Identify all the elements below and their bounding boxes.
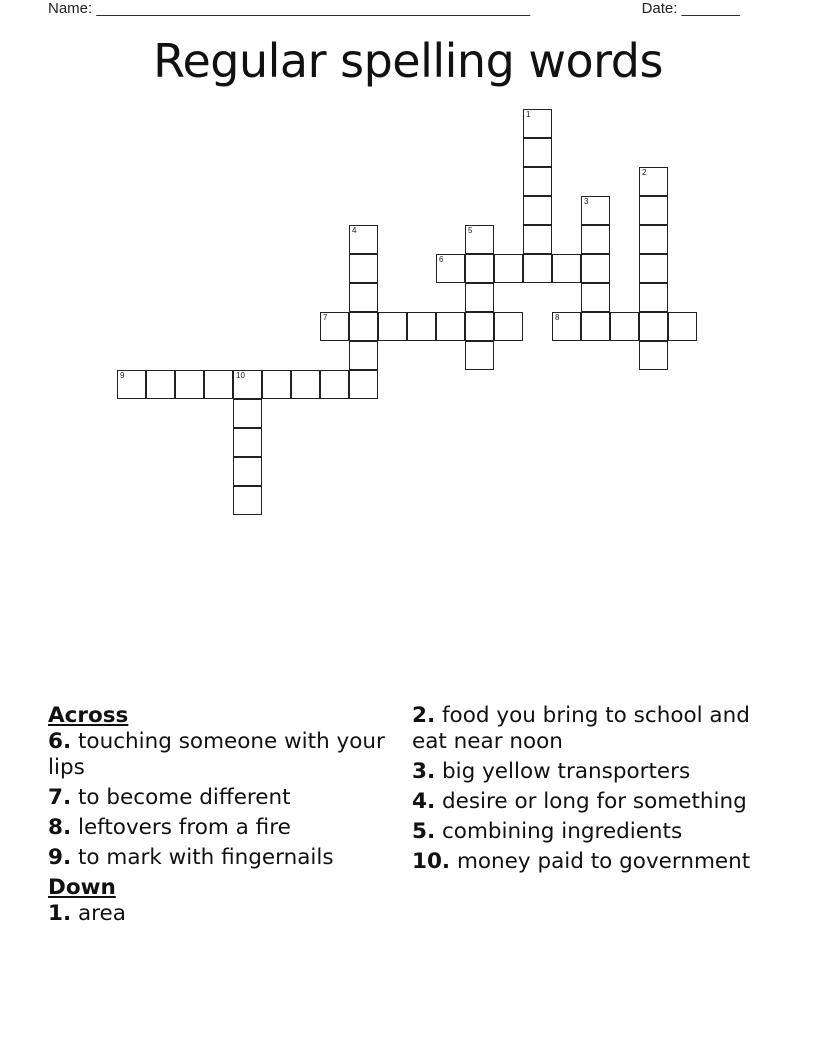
crossword-cell[interactable] [349, 341, 378, 370]
crossword-cell[interactable] [349, 283, 378, 312]
crossword-cell[interactable] [523, 225, 552, 254]
clue-down-4 [412, 789, 772, 815]
name-field-label: Name: ____________________________________________________ [48, 0, 531, 17]
crossword-cell[interactable] [349, 254, 378, 283]
crossword-cell[interactable] [668, 312, 697, 341]
crossword-cell[interactable] [639, 196, 668, 225]
clue-number: 9. [48, 845, 72, 870]
crossword-cell[interactable] [581, 254, 610, 283]
cell-number: 2 [642, 168, 647, 177]
crossword-cell[interactable] [175, 370, 204, 399]
crossword-cell[interactable] [494, 254, 523, 283]
crossword-cell[interactable] [523, 138, 552, 167]
crossword-cell[interactable] [494, 312, 523, 341]
crossword-cell[interactable] [204, 370, 233, 399]
crossword-cell[interactable] [523, 167, 552, 196]
clue-down-5 [412, 819, 772, 845]
crossword-cell[interactable] [581, 283, 610, 312]
crossword-cell[interactable] [233, 457, 262, 486]
crossword-cell[interactable] [233, 486, 262, 515]
date-field-label: Date: _______ [641, 0, 740, 17]
cell-number: 10 [236, 371, 245, 380]
crossword-cell[interactable] [523, 109, 552, 138]
clue-number: 1. [48, 901, 72, 926]
clue-text: area [77, 901, 126, 926]
crossword-cell[interactable] [349, 370, 378, 399]
crossword-cell[interactable] [465, 312, 494, 341]
crossword-cell[interactable] [639, 341, 668, 370]
crossword-cell[interactable] [320, 312, 349, 341]
cell-number: 6 [439, 255, 444, 264]
cell-number: 4 [352, 226, 357, 235]
crossword-cell[interactable] [639, 225, 668, 254]
puzzle-title: Regular spelling words [153, 34, 663, 88]
clue-text: big yellow transporters [441, 759, 691, 784]
crossword-cell[interactable] [465, 341, 494, 370]
crossword-cell[interactable] [581, 225, 610, 254]
clue-number: 2. [412, 703, 436, 728]
clue-across-9 [48, 845, 398, 871]
cell-number: 9 [120, 371, 125, 380]
crossword-cell[interactable] [146, 370, 175, 399]
clue-down-3 [412, 759, 772, 785]
crossword-cell[interactable] [233, 370, 262, 399]
crossword-cell[interactable] [465, 225, 494, 254]
clue-text: desire or long for something [441, 789, 747, 814]
clue-number: 8. [48, 815, 72, 840]
crossword-cell[interactable] [465, 254, 494, 283]
clue-text: to become different [77, 785, 291, 810]
crossword-cell[interactable] [378, 312, 407, 341]
clue-number: 6. [48, 729, 72, 754]
crossword-cell[interactable] [639, 312, 668, 341]
crossword-cell[interactable] [320, 370, 349, 399]
crossword-cell[interactable] [523, 254, 552, 283]
cell-number: 7 [323, 313, 328, 322]
cell-number: 1 [526, 110, 531, 119]
crossword-cell[interactable] [262, 370, 291, 399]
crossword-cell[interactable] [349, 225, 378, 254]
clue-text: touching someone with your lips [48, 729, 385, 780]
clues-left-column [48, 703, 398, 931]
crossword-cell[interactable] [552, 312, 581, 341]
clue-across-6 [48, 729, 398, 781]
cell-number: 8 [555, 313, 560, 322]
crossword-cell[interactable] [349, 312, 378, 341]
crossword-cell[interactable] [552, 254, 581, 283]
clue-text: money paid to government [456, 849, 751, 874]
clue-down-2 [412, 703, 772, 755]
down-heading: Down [48, 875, 116, 900]
crossword-cell[interactable] [465, 283, 494, 312]
clue-number: 7. [48, 785, 72, 810]
crossword-cell[interactable] [291, 370, 320, 399]
crossword-cell[interactable] [639, 167, 668, 196]
clue-number: 4. [412, 789, 436, 814]
crossword-cell[interactable] [436, 254, 465, 283]
crossword-cell[interactable] [436, 312, 465, 341]
cell-number: 3 [584, 197, 589, 206]
clue-number: 3. [412, 759, 436, 784]
crossword-cell[interactable] [233, 399, 262, 428]
clue-number: 10. [412, 849, 451, 874]
clue-text: leftovers from a fire [77, 815, 291, 840]
crossword-cell[interactable] [233, 428, 262, 457]
crossword-cell[interactable] [581, 196, 610, 225]
clue-text: food you bring to school and eat near noon [412, 703, 750, 754]
clue-down-1 [48, 901, 398, 927]
crossword-cell[interactable] [407, 312, 436, 341]
crossword-cell[interactable] [523, 196, 552, 225]
across-heading: Across [48, 703, 129, 728]
crossword-cell[interactable] [639, 254, 668, 283]
crossword-cell[interactable] [639, 283, 668, 312]
clue-across-8 [48, 815, 398, 841]
crossword-cell[interactable] [581, 312, 610, 341]
cell-number: 5 [468, 226, 473, 235]
clue-down-10 [412, 849, 772, 875]
clue-number: 5. [412, 819, 436, 844]
clue-across-7 [48, 785, 398, 811]
crossword-cell[interactable] [610, 312, 639, 341]
clue-text: combining ingredients [441, 819, 683, 844]
clue-text: to mark with fingernails [77, 845, 334, 870]
clues-right-column [412, 703, 772, 879]
crossword-cell[interactable] [117, 370, 146, 399]
